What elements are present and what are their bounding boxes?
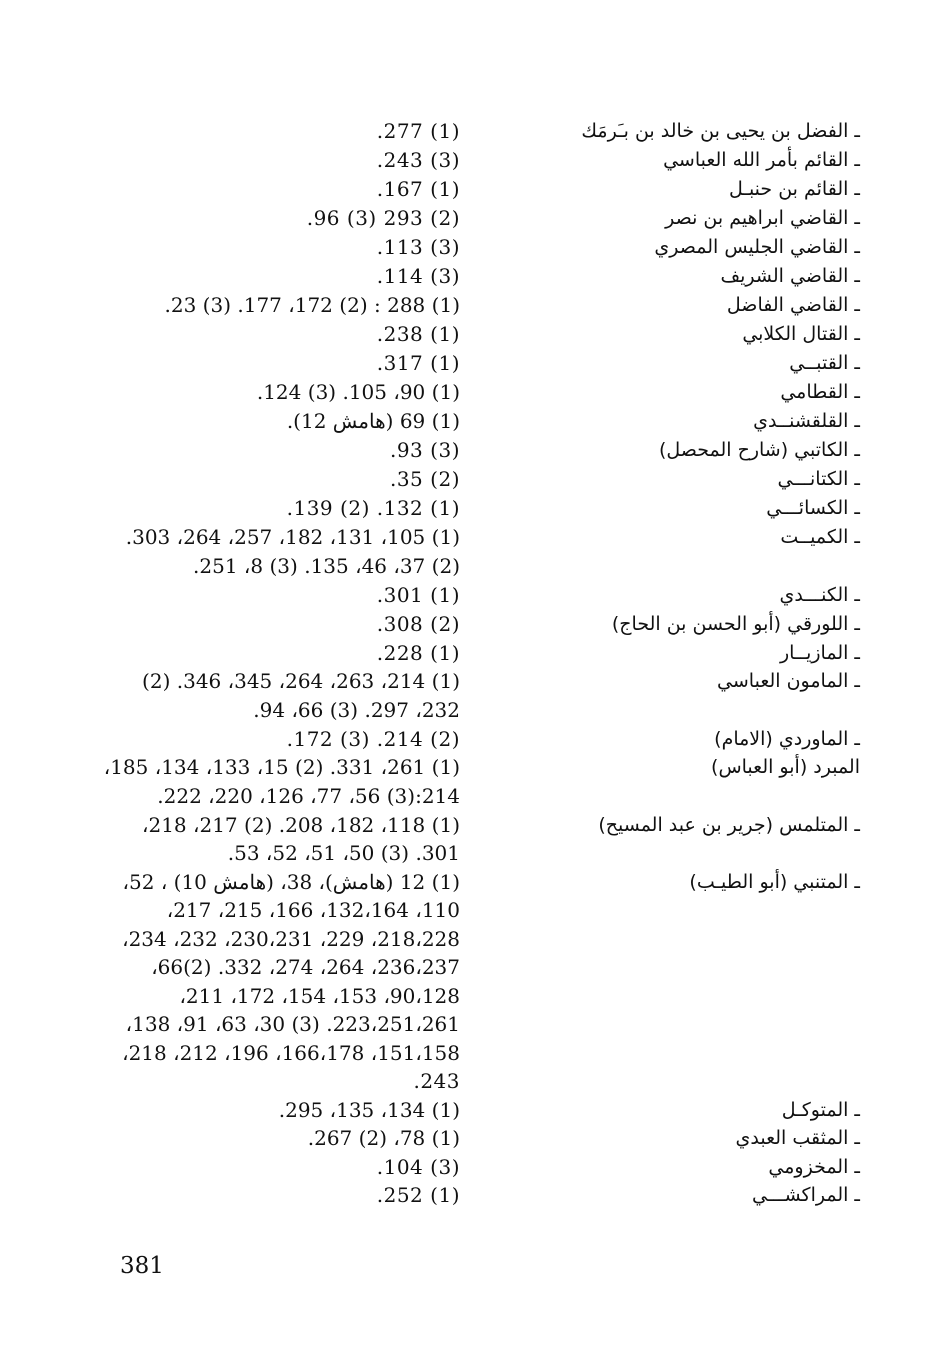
- index-entry: [0, 436, 948, 464]
- entry-references: (1) 277.: [376, 119, 460, 143]
- index-entry: [0, 925, 948, 953]
- entry-name: ـ الكتانـــي: [777, 468, 860, 490]
- entry-name: ـ القطامي: [780, 381, 860, 403]
- entry-name: ـ الكنـــدي: [779, 584, 860, 606]
- index-entry: [0, 753, 948, 781]
- index-entry: [0, 1067, 948, 1095]
- entry-name: ـ الكسائـــي: [766, 497, 860, 519]
- entry-references: 151،158، 166،178، 196، 212، 218،: [122, 1041, 460, 1065]
- entry-references: (2) 214. (3) 172.: [286, 727, 460, 751]
- index-entry: [0, 204, 948, 232]
- index-entry: [0, 782, 948, 810]
- entry-references: 223،251،261. (3) 30، 63، 91، 138،: [125, 1012, 460, 1036]
- index-entry: [0, 465, 948, 493]
- index-entry: [0, 494, 948, 522]
- entry-name: ـ الكميــت: [780, 526, 860, 548]
- entry-name: ـ القاضي الشريف: [720, 265, 860, 287]
- index-entry: [0, 839, 948, 867]
- entry-name: ـ اللورقي (أبو الحسن بن الحاج): [611, 613, 860, 635]
- index-entry: [0, 262, 948, 290]
- entry-references: (2) 35.: [389, 467, 460, 491]
- entry-references: 243.: [413, 1069, 460, 1093]
- index-entry: [0, 953, 948, 981]
- entry-references: 214:(3) 56، 77، 126، 220، 222.: [157, 784, 460, 808]
- index-entry: [0, 1039, 948, 1067]
- entry-name: ـ القائم بن حنبـل: [728, 178, 860, 200]
- entry-references: (1) 301.: [376, 583, 460, 607]
- entry-name: ـ القتال الكلابي: [742, 323, 860, 345]
- entry-references: (1) 134، 135، 295.: [278, 1098, 460, 1122]
- entry-references: 301. (3) 50، 51، 52، 53.: [227, 841, 460, 865]
- index-entry: [0, 610, 948, 638]
- index-entry: [0, 407, 948, 435]
- index-entry: [0, 349, 948, 377]
- index-entry: [0, 725, 948, 753]
- index-entry: [0, 233, 948, 261]
- entry-references: (1) 78، (2) 267.: [307, 1126, 460, 1150]
- index-entry: [0, 868, 948, 896]
- entry-references: 218،228، 229، 230،231، 232، 234،: [122, 927, 460, 951]
- entry-name: ـ القائم بأمر الله العباسي: [663, 149, 860, 171]
- entry-references: 236،237، 264، 274، 332. (2)66،: [151, 955, 460, 979]
- entry-name: المبرد (أبو العباس): [711, 756, 860, 778]
- index-entry: [0, 175, 948, 203]
- entry-references: (3) 243.: [376, 148, 460, 172]
- entry-name: ـ المامون العباسي: [717, 670, 860, 692]
- entry-references: (1) 167.: [376, 177, 460, 201]
- index-entry: [0, 1096, 948, 1124]
- entry-name: ـ الفضل بن يحيى بن خالد بن بـَرمَك: [581, 120, 860, 142]
- entry-references: (3) 93.: [389, 438, 460, 462]
- entry-references: (1) 228.: [376, 641, 460, 665]
- entry-references: (1) 261، 331. (2) 15، 133، 134، 185،: [103, 755, 460, 779]
- entry-name: ـ الكاتبي (شارح المحصل): [658, 439, 860, 461]
- entry-name: ـ القاضي ابراهيم بن نصر: [665, 207, 860, 229]
- entry-name: ـ المازيــار: [779, 642, 860, 664]
- index-entry: [0, 291, 948, 319]
- index-entry: [0, 117, 948, 145]
- entry-references: (3) 114.: [376, 264, 460, 288]
- entry-name: ـ المتوكـل: [781, 1099, 860, 1121]
- entry-references: (1) 105، 131، 182، 257، 264، 303.: [125, 525, 460, 549]
- entry-references: 232، 297. (3) 66، 94.: [253, 698, 460, 722]
- entry-name: ـ المتنبي (أبو الطيـب): [689, 871, 860, 893]
- entry-name: ـ القلقشنــدي: [753, 410, 860, 432]
- entry-name: ـ الماوردي (الامام): [714, 728, 860, 750]
- entry-references: (1) 132. (2) 139.: [286, 496, 460, 520]
- entry-references: (1) 90، 105. (3) 124.: [256, 380, 460, 404]
- entry-references: (1) 69 (هامش 12).: [286, 409, 460, 433]
- index-entry: [0, 523, 948, 551]
- entry-references: (1) 214، 263، 264، 345، 346. (2): [142, 669, 460, 693]
- entry-references: (1) 238.: [376, 322, 460, 346]
- index-entry: [0, 1153, 948, 1181]
- index-entry: [0, 552, 948, 580]
- index-entry: [0, 667, 948, 695]
- index-entry: [0, 146, 948, 174]
- entry-references: 90،128، 153، 154، 172، 211،: [179, 984, 460, 1008]
- index-entry: [0, 378, 948, 406]
- entry-references: (2) 37، 46، 135. (3) 8، 251.: [193, 554, 460, 578]
- index-entry: [0, 320, 948, 348]
- index-entry: [0, 896, 948, 924]
- entry-references: 110، 132،164، 166، 215، 217،: [166, 898, 460, 922]
- entry-name: ـ القاضي الفاضل: [726, 294, 860, 316]
- index-entry: [0, 1124, 948, 1152]
- entry-references: (3) 113.: [376, 235, 460, 259]
- index-entry: [0, 696, 948, 724]
- entry-references: (2) 293 (3) 96.: [306, 206, 460, 230]
- entry-references: (1) 12 (هامش)، 38، (هامش 10) ، 52،: [122, 870, 460, 894]
- entry-references: (1) 288 : (2) 172، 177. (3) 23.: [164, 293, 460, 317]
- page-number: 381: [120, 1253, 164, 1279]
- entry-references: (1) 252.: [376, 1183, 460, 1207]
- index-entry: [0, 639, 948, 667]
- index-entry: [0, 1181, 948, 1209]
- index-entry: [0, 811, 948, 839]
- index-entry: [0, 982, 948, 1010]
- entry-name: ـ القاضي الجليس المصري: [654, 236, 860, 258]
- entry-name: ـ المثقب العبدي: [735, 1127, 860, 1149]
- entry-name: ـ المتلمس (جرير بن عبد المسيح): [598, 814, 860, 836]
- entry-name: ـ القتبــي: [789, 352, 860, 374]
- entry-name: ـ المراكشـــي: [752, 1184, 860, 1206]
- entry-references: (1) 317.: [376, 351, 460, 375]
- index-entry: [0, 581, 948, 609]
- index-entry: [0, 1010, 948, 1038]
- entry-references: (2) 308.: [376, 612, 460, 636]
- entry-name: ـ المخزومي: [768, 1156, 860, 1178]
- entry-references: (3) 104.: [376, 1155, 460, 1179]
- entry-references: (1) 118، 182، 208. (2) 217، 218،: [142, 813, 460, 837]
